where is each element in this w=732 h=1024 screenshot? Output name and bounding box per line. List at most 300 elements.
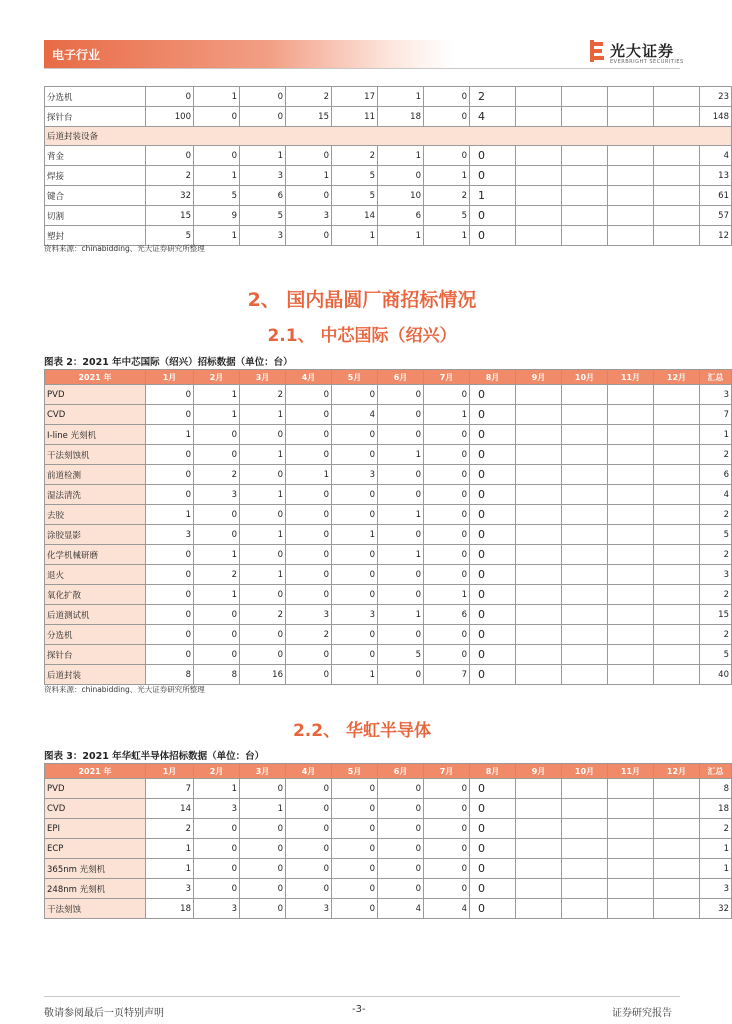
- cell-month-11: [608, 186, 654, 206]
- cell-month-10: [562, 465, 608, 485]
- row-label: PVD: [45, 779, 146, 799]
- cell-month-2: 1: [194, 779, 240, 799]
- cell-month-3: 1: [240, 445, 286, 465]
- header-divider: [44, 68, 680, 69]
- row-label: 后道封装: [45, 665, 146, 685]
- column-header: 7月: [424, 370, 470, 385]
- brand-subtitle: EVERBRIGHT SECURITIES: [610, 59, 684, 65]
- cell-month-7: 0: [424, 645, 470, 665]
- table-row: [45, 779, 732, 799]
- cell-total: 12: [700, 226, 732, 246]
- cell-month-8: 0: [470, 819, 516, 839]
- cell-month-1: 14: [146, 799, 194, 819]
- cell-month-5: 0: [332, 565, 378, 585]
- cell-month-10: [562, 645, 608, 665]
- cell-month-9: [516, 819, 562, 839]
- cell-total: 57: [700, 206, 732, 226]
- cell-month-5: 0: [332, 505, 378, 525]
- header-band: [44, 40, 454, 68]
- cell-month-7: 0: [424, 505, 470, 525]
- cell-month-12: [654, 226, 700, 246]
- cell-month-7: 0: [424, 146, 470, 166]
- row-label: 氧化扩散: [45, 585, 146, 605]
- cell-month-2: 0: [194, 625, 240, 645]
- cell-month-2: 1: [194, 545, 240, 565]
- cell-month-11: [608, 425, 654, 445]
- cell-month-10: [562, 859, 608, 879]
- cell-month-12: [654, 819, 700, 839]
- cell-month-5: 0: [332, 645, 378, 665]
- cell-month-1: 5: [146, 226, 194, 246]
- cell-month-5: 1: [332, 665, 378, 685]
- column-header: 2021 年: [45, 764, 146, 779]
- cell-month-11: [608, 405, 654, 425]
- cell-month-3: 0: [240, 425, 286, 445]
- cell-month-7: 0: [424, 879, 470, 899]
- section-2-2-title: 2.2、 华虹半导体: [292, 721, 432, 741]
- cell-month-6: 1: [378, 605, 424, 625]
- cell-month-3: 5: [240, 206, 286, 226]
- column-header: 汇总: [700, 764, 732, 779]
- column-header: 8月: [470, 764, 516, 779]
- row-label: 涂胶显影: [45, 525, 146, 545]
- cell-month-11: [608, 465, 654, 485]
- row-label: EPI: [45, 819, 146, 839]
- cell-month-6: 0: [378, 779, 424, 799]
- cell-total: 13: [700, 166, 732, 186]
- cell-month-5: 11: [332, 107, 378, 127]
- cell-month-1: 0: [146, 645, 194, 665]
- cell-month-10: [562, 206, 608, 226]
- column-header: 12月: [654, 764, 700, 779]
- cell-month-12: [654, 859, 700, 879]
- table-row: [45, 206, 732, 226]
- cell-total: 2: [700, 505, 732, 525]
- table-row: [45, 819, 732, 839]
- column-header: 4月: [286, 764, 332, 779]
- cell-month-10: [562, 879, 608, 899]
- cell-month-3: 0: [240, 879, 286, 899]
- cell-month-2: 1: [194, 405, 240, 425]
- row-label: 后道测试机: [45, 605, 146, 625]
- table-row: [45, 899, 732, 919]
- row-label: 365nm 光刻机: [45, 859, 146, 879]
- cell-month-3: 0: [240, 839, 286, 859]
- row-label: 切割: [45, 206, 146, 226]
- table-row: [45, 605, 732, 625]
- cell-total: 2: [700, 625, 732, 645]
- cell-month-5: 0: [332, 545, 378, 565]
- cell-month-6: 0: [378, 879, 424, 899]
- cell-total: 23: [700, 87, 732, 107]
- cell-month-4: 0: [286, 585, 332, 605]
- column-header: 7月: [424, 764, 470, 779]
- cell-month-7: 1: [424, 405, 470, 425]
- cell-month-11: [608, 899, 654, 919]
- cell-month-4: 0: [286, 779, 332, 799]
- section-2-title: 2、 国内晶圆厂商招标情况: [247, 289, 477, 311]
- footer-disclaimer: 敬请参阅最后一页特别声明: [44, 1008, 164, 1019]
- cell-total: 4: [700, 146, 732, 166]
- cell-month-7: 0: [424, 385, 470, 405]
- cell-month-2: 0: [194, 425, 240, 445]
- cell-month-9: [516, 425, 562, 445]
- cell-month-10: [562, 585, 608, 605]
- cell-month-9: [516, 206, 562, 226]
- cell-total: 4: [700, 485, 732, 505]
- cell-total: 2: [700, 545, 732, 565]
- cell-month-6: 18: [378, 107, 424, 127]
- cell-month-10: [562, 625, 608, 645]
- cell-month-1: 0: [146, 385, 194, 405]
- cell-month-1: 2: [146, 166, 194, 186]
- table-row: [45, 879, 732, 899]
- cell-month-7: 0: [424, 465, 470, 485]
- cell-month-7: 0: [424, 87, 470, 107]
- cell-month-1: 15: [146, 206, 194, 226]
- cell-month-3: 2: [240, 605, 286, 625]
- cell-month-3: 0: [240, 545, 286, 565]
- cell-month-5: 0: [332, 879, 378, 899]
- cell-month-12: [654, 385, 700, 405]
- cell-month-10: [562, 385, 608, 405]
- table-row: [45, 107, 732, 127]
- cell-month-9: [516, 565, 562, 585]
- cell-month-3: 0: [240, 859, 286, 879]
- cell-month-10: [562, 839, 608, 859]
- row-label: 分选机: [45, 625, 146, 645]
- cell-month-7: 0: [424, 545, 470, 565]
- cell-month-3: 0: [240, 645, 286, 665]
- column-header: 汇总: [700, 370, 732, 385]
- cell-total: 40: [700, 665, 732, 685]
- cell-month-1: 0: [146, 405, 194, 425]
- cell-month-4: 3: [286, 899, 332, 919]
- cell-month-5: 0: [332, 799, 378, 819]
- cell-month-12: [654, 186, 700, 206]
- cell-month-8: 0: [470, 545, 516, 565]
- cell-month-10: [562, 485, 608, 505]
- cell-month-6: 1: [378, 445, 424, 465]
- cell-month-6: 0: [378, 166, 424, 186]
- cell-month-8: 0: [470, 625, 516, 645]
- cell-month-8: 0: [470, 645, 516, 665]
- cell-month-10: [562, 445, 608, 465]
- cell-month-7: 0: [424, 565, 470, 585]
- cell-total: 3: [700, 565, 732, 585]
- cell-month-3: 1: [240, 799, 286, 819]
- cell-month-7: 4: [424, 899, 470, 919]
- cell-month-8: 0: [470, 839, 516, 859]
- cell-month-10: [562, 87, 608, 107]
- cell-total: 1: [700, 425, 732, 445]
- cell-month-9: [516, 779, 562, 799]
- cell-month-5: 1: [332, 226, 378, 246]
- cell-month-7: 1: [424, 166, 470, 186]
- cell-month-2: 0: [194, 879, 240, 899]
- cell-month-2: 0: [194, 839, 240, 859]
- table-continued: [44, 86, 732, 246]
- cell-month-4: 0: [286, 485, 332, 505]
- cell-month-9: [516, 405, 562, 425]
- cell-month-6: 10: [378, 186, 424, 206]
- cell-total: 5: [700, 645, 732, 665]
- table-row: [45, 146, 732, 166]
- cell-month-10: [562, 899, 608, 919]
- row-label: I-line 光刻机: [45, 425, 146, 445]
- cell-month-9: [516, 799, 562, 819]
- cell-month-12: [654, 146, 700, 166]
- cell-month-9: [516, 146, 562, 166]
- cell-month-1: 3: [146, 879, 194, 899]
- cell-month-6: 0: [378, 839, 424, 859]
- footer-divider: [44, 996, 680, 997]
- cell-month-5: 0: [332, 585, 378, 605]
- cell-total: 3: [700, 385, 732, 405]
- cell-month-8: 0: [470, 445, 516, 465]
- cell-month-7: 0: [424, 779, 470, 799]
- cell-month-6: 0: [378, 425, 424, 445]
- table-row: [45, 859, 732, 879]
- footer-report-type: 证券研究报告: [612, 1008, 672, 1019]
- cell-month-7: 0: [424, 425, 470, 445]
- cell-month-4: 0: [286, 445, 332, 465]
- brand-logo-icon: [588, 40, 604, 62]
- cell-month-12: [654, 665, 700, 685]
- cell-month-5: 0: [332, 485, 378, 505]
- table-row: [45, 545, 732, 565]
- cell-month-1: 1: [146, 505, 194, 525]
- cell-month-11: [608, 625, 654, 645]
- cell-month-3: 0: [240, 505, 286, 525]
- cell-month-3: 0: [240, 779, 286, 799]
- cell-month-10: [562, 565, 608, 585]
- cell-month-4: 0: [286, 146, 332, 166]
- cell-month-3: 0: [240, 819, 286, 839]
- cell-month-1: 8: [146, 665, 194, 685]
- cell-month-2: 1: [194, 585, 240, 605]
- table-row: [45, 839, 732, 859]
- row-label: 探针台: [45, 107, 146, 127]
- category-label: 电子行业: [52, 48, 101, 62]
- table-row: [45, 585, 732, 605]
- cell-month-3: 0: [240, 87, 286, 107]
- cell-month-2: 0: [194, 645, 240, 665]
- cell-month-7: 0: [424, 445, 470, 465]
- cell-total: 7: [700, 405, 732, 425]
- table-row: [45, 645, 732, 665]
- cell-month-6: 0: [378, 465, 424, 485]
- cell-month-7: 6: [424, 605, 470, 625]
- cell-month-4: 0: [286, 186, 332, 206]
- cell-month-11: [608, 485, 654, 505]
- cell-month-1: 0: [146, 585, 194, 605]
- figure-2-source: 资料来源：chinabidding、光大证券研究所整理: [44, 685, 205, 694]
- cell-month-5: 0: [332, 385, 378, 405]
- cell-month-6: 1: [378, 505, 424, 525]
- cell-month-10: [562, 779, 608, 799]
- cell-month-7: 5: [424, 206, 470, 226]
- cell-total: 6: [700, 465, 732, 485]
- cell-month-2: 3: [194, 799, 240, 819]
- cell-month-11: [608, 779, 654, 799]
- cell-month-9: [516, 645, 562, 665]
- section-label: 后道封装设备: [45, 127, 732, 146]
- cell-month-12: [654, 799, 700, 819]
- row-label: PVD: [45, 385, 146, 405]
- cell-month-12: [654, 465, 700, 485]
- cell-month-10: [562, 226, 608, 246]
- cell-total: 2: [700, 445, 732, 465]
- cell-month-12: [654, 545, 700, 565]
- cell-month-2: 9: [194, 206, 240, 226]
- cell-month-4: 0: [286, 425, 332, 445]
- column-header: 9月: [516, 370, 562, 385]
- cell-total: 5: [700, 525, 732, 545]
- cell-month-7: 1: [424, 226, 470, 246]
- cell-month-3: 1: [240, 485, 286, 505]
- cell-month-9: [516, 107, 562, 127]
- cell-month-1: 100: [146, 107, 194, 127]
- row-label: 背金: [45, 146, 146, 166]
- cell-month-8: 0: [470, 665, 516, 685]
- cell-month-4: 15: [286, 107, 332, 127]
- cell-month-2: 0: [194, 819, 240, 839]
- cell-month-6: 0: [378, 485, 424, 505]
- column-header: 10月: [562, 764, 608, 779]
- cell-month-11: [608, 505, 654, 525]
- column-header: 1月: [146, 370, 194, 385]
- cell-month-5: 2: [332, 146, 378, 166]
- cell-month-11: [608, 87, 654, 107]
- cell-month-3: 3: [240, 226, 286, 246]
- cell-month-6: 0: [378, 859, 424, 879]
- cell-month-9: [516, 166, 562, 186]
- cell-month-11: [608, 445, 654, 465]
- cell-month-11: [608, 645, 654, 665]
- column-header: 9月: [516, 764, 562, 779]
- cell-month-6: 0: [378, 625, 424, 645]
- cell-month-9: [516, 899, 562, 919]
- cell-month-5: 0: [332, 425, 378, 445]
- cell-month-5: 0: [332, 779, 378, 799]
- cell-month-1: 0: [146, 445, 194, 465]
- cell-month-4: 0: [286, 799, 332, 819]
- cell-month-11: [608, 545, 654, 565]
- cell-total: 1: [700, 839, 732, 859]
- cell-month-12: [654, 625, 700, 645]
- cell-month-11: [608, 385, 654, 405]
- cell-month-10: [562, 505, 608, 525]
- cell-month-4: 2: [286, 87, 332, 107]
- column-header: 1月: [146, 764, 194, 779]
- cell-month-6: 5: [378, 645, 424, 665]
- cell-month-7: 0: [424, 839, 470, 859]
- cell-total: 2: [700, 585, 732, 605]
- cell-month-7: 0: [424, 485, 470, 505]
- cell-month-1: 7: [146, 779, 194, 799]
- cell-month-2: 1: [194, 385, 240, 405]
- cell-month-12: [654, 445, 700, 465]
- cell-total: 1: [700, 859, 732, 879]
- cell-month-1: 32: [146, 186, 194, 206]
- cell-month-4: 0: [286, 545, 332, 565]
- column-header: 2月: [194, 764, 240, 779]
- cell-month-9: [516, 879, 562, 899]
- cell-month-3: 3: [240, 166, 286, 186]
- cell-month-7: 0: [424, 625, 470, 645]
- cell-month-2: 0: [194, 146, 240, 166]
- cell-month-9: [516, 665, 562, 685]
- cell-month-10: [562, 605, 608, 625]
- cell-month-9: [516, 585, 562, 605]
- cell-month-9: [516, 385, 562, 405]
- cell-month-1: 0: [146, 545, 194, 565]
- cell-month-12: [654, 425, 700, 445]
- row-label: 248nm 光刻机: [45, 879, 146, 899]
- table-row: [45, 799, 732, 819]
- row-label: CVD: [45, 799, 146, 819]
- cell-month-6: 1: [378, 226, 424, 246]
- table-row: [45, 465, 732, 485]
- table-row: [45, 87, 732, 107]
- cell-month-8: 0: [470, 385, 516, 405]
- cell-month-9: [516, 605, 562, 625]
- cell-month-2: 1: [194, 87, 240, 107]
- cell-month-5: 0: [332, 625, 378, 645]
- cell-month-11: [608, 226, 654, 246]
- row-label: ECP: [45, 839, 146, 859]
- cell-month-5: 1: [332, 525, 378, 545]
- cell-month-11: [608, 859, 654, 879]
- cell-month-8: 0: [470, 565, 516, 585]
- cell-month-5: 3: [332, 465, 378, 485]
- cell-month-9: [516, 525, 562, 545]
- row-label: 湿法清洗: [45, 485, 146, 505]
- cell-month-7: 0: [424, 819, 470, 839]
- cell-month-7: 7: [424, 665, 470, 685]
- cell-month-5: 0: [332, 819, 378, 839]
- brand-logo: [588, 40, 688, 68]
- cell-month-4: 0: [286, 525, 332, 545]
- column-header: 5月: [332, 764, 378, 779]
- cell-month-9: [516, 625, 562, 645]
- cell-month-1: 1: [146, 859, 194, 879]
- column-header: 6月: [378, 370, 424, 385]
- column-header: 8月: [470, 370, 516, 385]
- cell-month-8: 0: [470, 206, 516, 226]
- cell-month-10: [562, 166, 608, 186]
- cell-total: 2: [700, 819, 732, 839]
- cell-month-8: 0: [470, 779, 516, 799]
- cell-month-11: [608, 585, 654, 605]
- table-row: [45, 485, 732, 505]
- cell-month-3: 0: [240, 107, 286, 127]
- cell-month-3: 6: [240, 186, 286, 206]
- cell-month-9: [516, 839, 562, 859]
- cell-month-8: 0: [470, 859, 516, 879]
- cell-month-3: 1: [240, 405, 286, 425]
- cell-month-1: 0: [146, 625, 194, 645]
- cell-month-2: 3: [194, 485, 240, 505]
- figure-2-table: [44, 369, 732, 685]
- cell-month-2: 5: [194, 186, 240, 206]
- cell-month-4: 0: [286, 405, 332, 425]
- cell-total: 3: [700, 879, 732, 899]
- cell-month-9: [516, 545, 562, 565]
- cell-month-6: 0: [378, 585, 424, 605]
- cell-month-5: 0: [332, 859, 378, 879]
